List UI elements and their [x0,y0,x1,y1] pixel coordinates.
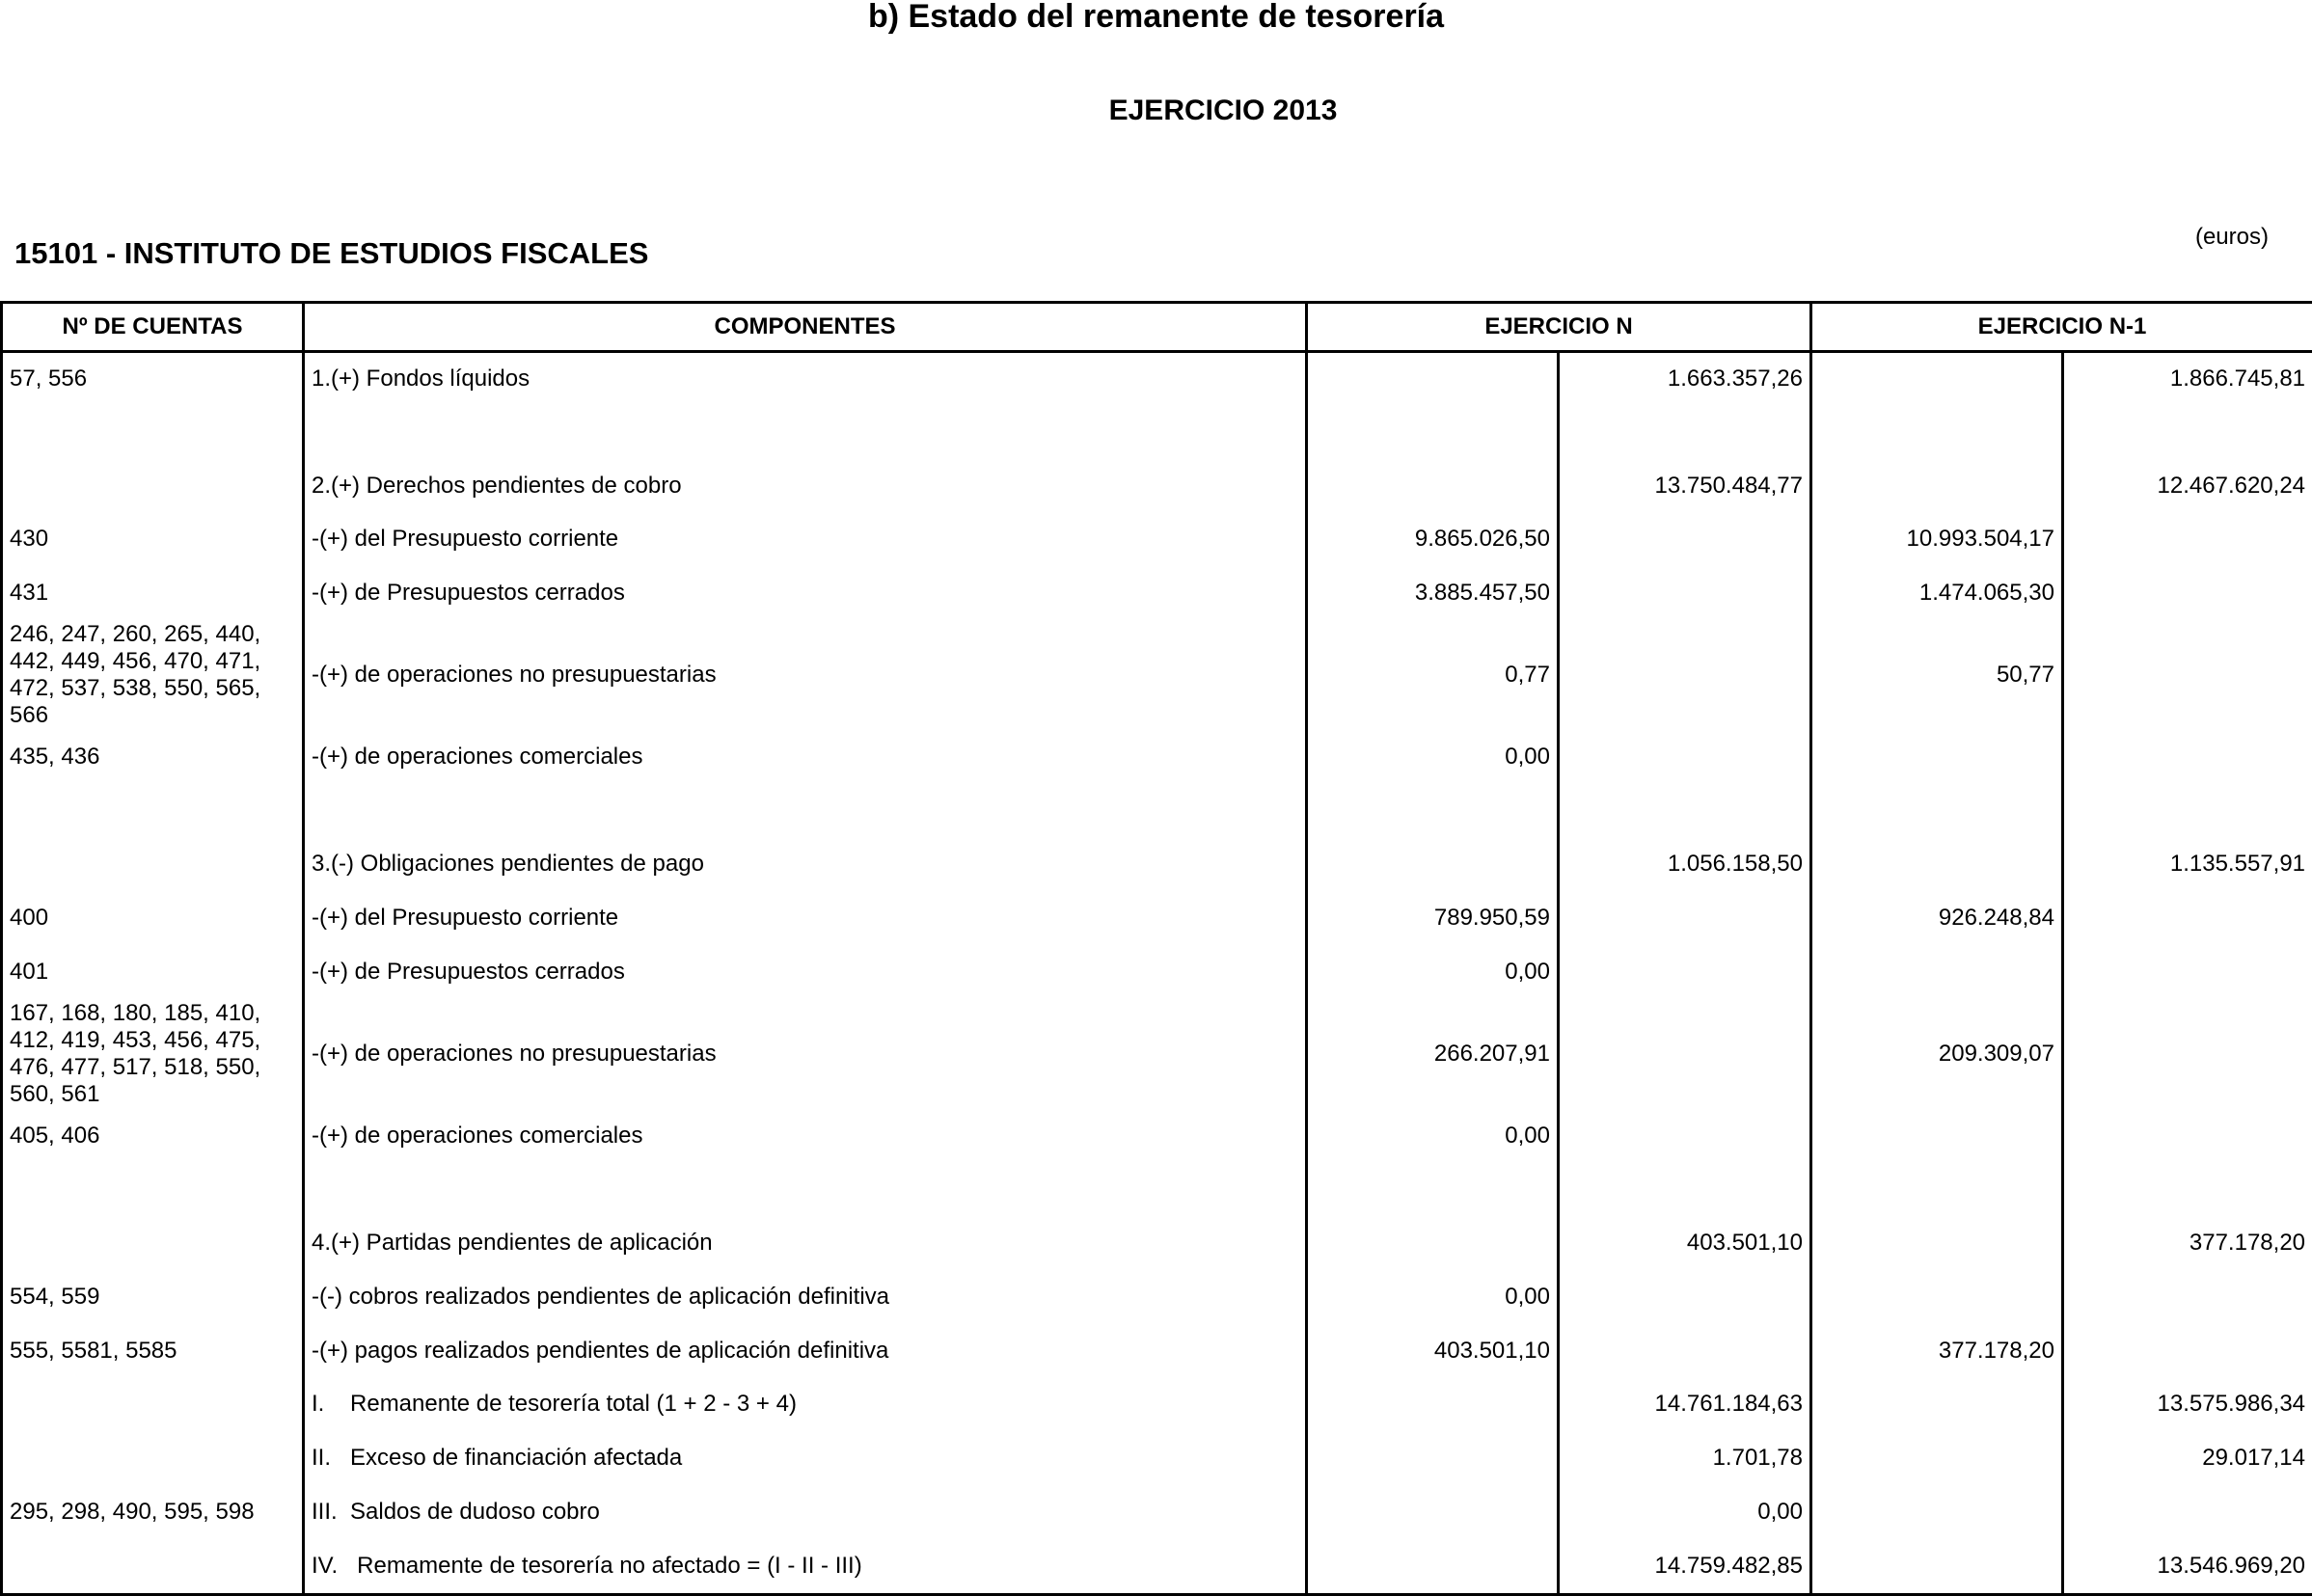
table-row [2,1217,2312,1270]
table-row [2,1432,2312,1485]
entity-name: 15101 - INSTITUTO DE ESTUDIOS FISCALES [14,236,649,270]
table-row [2,1539,2312,1594]
cell-year-n1-detail [1811,730,2063,783]
cell-year-n1-total [2063,1162,2312,1216]
cell-year-n-detail: 789.950,59 [1307,891,1559,945]
table-header-row [2,303,2312,352]
table-row [2,838,2312,891]
cell-year-n1-detail [1811,1377,2063,1431]
currency-units: (euros) [2194,224,2269,250]
cell-year-n1-total [2063,1324,2312,1377]
cell-year-n1-total [2063,891,2312,945]
cell-year-n1-detail [1811,945,2063,998]
cell-year-n-detail [1307,1485,1559,1539]
cell-year-n1-detail [1811,1217,2063,1270]
fiscal-year-heading: EJERCICIO 2013 [1108,95,1338,126]
cell-accounts [2,1377,304,1431]
cell-year-n-total [1559,730,1811,783]
cell-component: II. Exceso de financiación afectada [304,1432,1307,1485]
cell-year-n1-total [2063,567,2312,620]
cell-year-n-detail [1307,1162,1559,1216]
cell-year-n1-detail [1811,1109,2063,1162]
cell-year-n1-detail: 10.993.504,17 [1811,512,2063,566]
cell-year-n-detail [1307,1217,1559,1270]
table-row [2,620,2312,731]
cell-year-n-detail [1307,1432,1559,1485]
cell-component [304,405,1307,459]
cell-component: IV. Remamente de tesorería no afectado = (I - II - III) [304,1539,1307,1594]
cell-year-n-detail: 0,00 [1307,1109,1559,1162]
cell-year-n1-detail: 50,77 [1811,620,2063,731]
cell-accounts [2,1539,304,1594]
table-row [2,1270,2312,1324]
header-year-n1: EJERCICIO N-1 [1811,303,2312,352]
cell-year-n1-total: 13.575.986,34 [2063,1377,2312,1431]
cell-year-n1-detail [1811,838,2063,891]
cell-accounts [2,1162,304,1216]
cell-year-n-detail [1307,1539,1559,1594]
cell-year-n-total [1559,1109,1811,1162]
cell-year-n-detail [1307,459,1559,512]
cell-component: -(+) del Presupuesto corriente [304,891,1307,945]
cell-year-n-detail [1307,405,1559,459]
cell-year-n-detail [1307,784,1559,838]
cell-component: -(-) cobros realizados pendientes de aplicación definitiva [304,1270,1307,1324]
treasury-remainder-table [0,301,2312,1596]
cell-year-n-total: 0,00 [1559,1485,1811,1539]
cell-year-n-detail [1307,1377,1559,1431]
cell-year-n-total [1559,891,1811,945]
cell-year-n-total [1559,405,1811,459]
table-row [2,352,2312,405]
cell-year-n-total [1559,1162,1811,1216]
cell-accounts [2,838,304,891]
cell-year-n-total: 403.501,10 [1559,1217,1811,1270]
cell-year-n1-total [2063,1270,2312,1324]
cell-accounts [2,1432,304,1485]
cell-year-n1-total [2063,945,2312,998]
cell-year-n1-total [2063,730,2312,783]
table-body [2,352,2312,1595]
cell-year-n1-total [2063,1109,2312,1162]
cell-year-n-total [1559,1324,1811,1377]
cell-accounts [2,1217,304,1270]
cell-component: -(+) de Presupuestos cerrados [304,945,1307,998]
cell-year-n-total: 1.663.357,26 [1559,352,1811,405]
cell-accounts [2,459,304,512]
cell-accounts: 435, 436 [2,730,304,783]
cell-accounts: 57, 556 [2,352,304,405]
table-row [2,945,2312,998]
cell-accounts: 400 [2,891,304,945]
cell-accounts: 295, 298, 490, 595, 598 [2,1485,304,1539]
cell-year-n-detail [1307,352,1559,405]
cell-year-n1-detail [1811,459,2063,512]
cell-component: 2.(+) Derechos pendientes de cobro [304,459,1307,512]
cell-component: -(+) de operaciones no presupuestarias [304,999,1307,1110]
cell-year-n1-detail [1811,1162,2063,1216]
cell-component: I. Remanente de tesorería total (1 + 2 - 3 + 4) [304,1377,1307,1431]
cell-year-n1-total [2063,784,2312,838]
cell-year-n1-detail [1811,1432,2063,1485]
cell-year-n1-detail [1811,1270,2063,1324]
cell-year-n-detail [1307,838,1559,891]
cell-year-n-total [1559,784,1811,838]
cell-year-n1-total [2063,999,2312,1110]
cell-year-n1-total [2063,620,2312,731]
cell-year-n1-detail [1811,1539,2063,1594]
cell-year-n1-total [2063,512,2312,566]
cell-component: -(+) pagos realizados pendientes de aplicación definitiva [304,1324,1307,1377]
cell-year-n1-total [2063,1485,2312,1539]
cell-accounts: 246, 247, 260, 265, 440, 442, 449, 456, 470, 471, 472, 537, 538, 550, 565, 566 [2,620,304,731]
table-row [2,1485,2312,1539]
cell-accounts: 167, 168, 180, 185, 410, 412, 419, 453, 456, 475, 476, 477, 517, 518, 550, 560, 561 [2,999,304,1110]
cell-year-n-total: 13.750.484,77 [1559,459,1811,512]
cell-year-n-total [1559,512,1811,566]
cell-year-n1-total: 29.017,14 [2063,1432,2312,1485]
cell-year-n-detail: 0,00 [1307,730,1559,783]
table-row [2,567,2312,620]
header-accounts: Nº DE CUENTAS [2,303,304,352]
cell-year-n1-detail [1811,352,2063,405]
cell-year-n1-total [2063,405,2312,459]
cell-year-n1-detail: 377.178,20 [1811,1324,2063,1377]
table-row [2,1324,2312,1377]
cell-year-n-detail: 0,00 [1307,1270,1559,1324]
cell-year-n1-detail: 209.309,07 [1811,999,2063,1110]
cell-year-n-total [1559,567,1811,620]
cell-accounts: 431 [2,567,304,620]
cell-year-n1-total: 13.546.969,20 [2063,1539,2312,1594]
cell-year-n1-total: 1.866.745,81 [2063,352,2312,405]
table-row [2,1109,2312,1162]
cell-year-n-detail: 0,77 [1307,620,1559,731]
cell-accounts: 554, 559 [2,1270,304,1324]
cell-component [304,784,1307,838]
cell-accounts [2,784,304,838]
table-row [2,1377,2312,1431]
cell-year-n-detail: 403.501,10 [1307,1324,1559,1377]
cell-component: -(+) de operaciones comerciales [304,1109,1307,1162]
cell-year-n-total [1559,620,1811,731]
cell-year-n-detail: 9.865.026,50 [1307,512,1559,566]
cell-year-n-detail: 266.207,91 [1307,999,1559,1110]
cell-component: -(+) de operaciones comerciales [304,730,1307,783]
cell-component: 1.(+) Fondos líquidos [304,352,1307,405]
cell-year-n1-detail: 1.474.065,30 [1811,567,2063,620]
cell-year-n1-total: 12.467.620,24 [2063,459,2312,512]
table-row [2,459,2312,512]
cell-accounts: 555, 5581, 5585 [2,1324,304,1377]
header-components: COMPONENTES [304,303,1307,352]
cell-year-n-total: 1.056.158,50 [1559,838,1811,891]
header-year-n: EJERCICIO N [1307,303,1811,352]
cell-year-n-total: 14.761.184,63 [1559,1377,1811,1431]
cell-year-n1-detail [1811,784,2063,838]
cell-year-n1-detail [1811,1485,2063,1539]
cell-year-n1-detail [1811,405,2063,459]
table-row [2,730,2312,783]
cell-year-n-total: 1.701,78 [1559,1432,1811,1485]
cell-year-n-detail: 3.885.457,50 [1307,567,1559,620]
table-row [2,1162,2312,1216]
page-title: b) Estado del remanente de tesorería [867,0,1445,35]
cell-component: 4.(+) Partidas pendientes de aplicación [304,1217,1307,1270]
cell-year-n-total [1559,1270,1811,1324]
cell-year-n-detail: 0,00 [1307,945,1559,998]
table-row [2,512,2312,566]
cell-accounts: 401 [2,945,304,998]
cell-component: -(+) del Presupuesto corriente [304,512,1307,566]
cell-accounts: 430 [2,512,304,566]
cell-year-n1-total: 1.135.557,91 [2063,838,2312,891]
cell-component: 3.(-) Obligaciones pendientes de pago [304,838,1307,891]
cell-component: -(+) de Presupuestos cerrados [304,567,1307,620]
cell-accounts [2,405,304,459]
cell-component: -(+) de operaciones no presupuestarias [304,620,1307,731]
cell-component [304,1162,1307,1216]
cell-year-n-total [1559,945,1811,998]
table-row [2,405,2312,459]
cell-year-n1-detail: 926.248,84 [1811,891,2063,945]
cell-year-n-total [1559,999,1811,1110]
cell-year-n1-total: 377.178,20 [2063,1217,2312,1270]
table-row [2,891,2312,945]
cell-component: III. Saldos de dudoso cobro [304,1485,1307,1539]
table-row [2,999,2312,1110]
table-row [2,784,2312,838]
cell-accounts: 405, 406 [2,1109,304,1162]
cell-year-n-total: 14.759.482,85 [1559,1539,1811,1594]
